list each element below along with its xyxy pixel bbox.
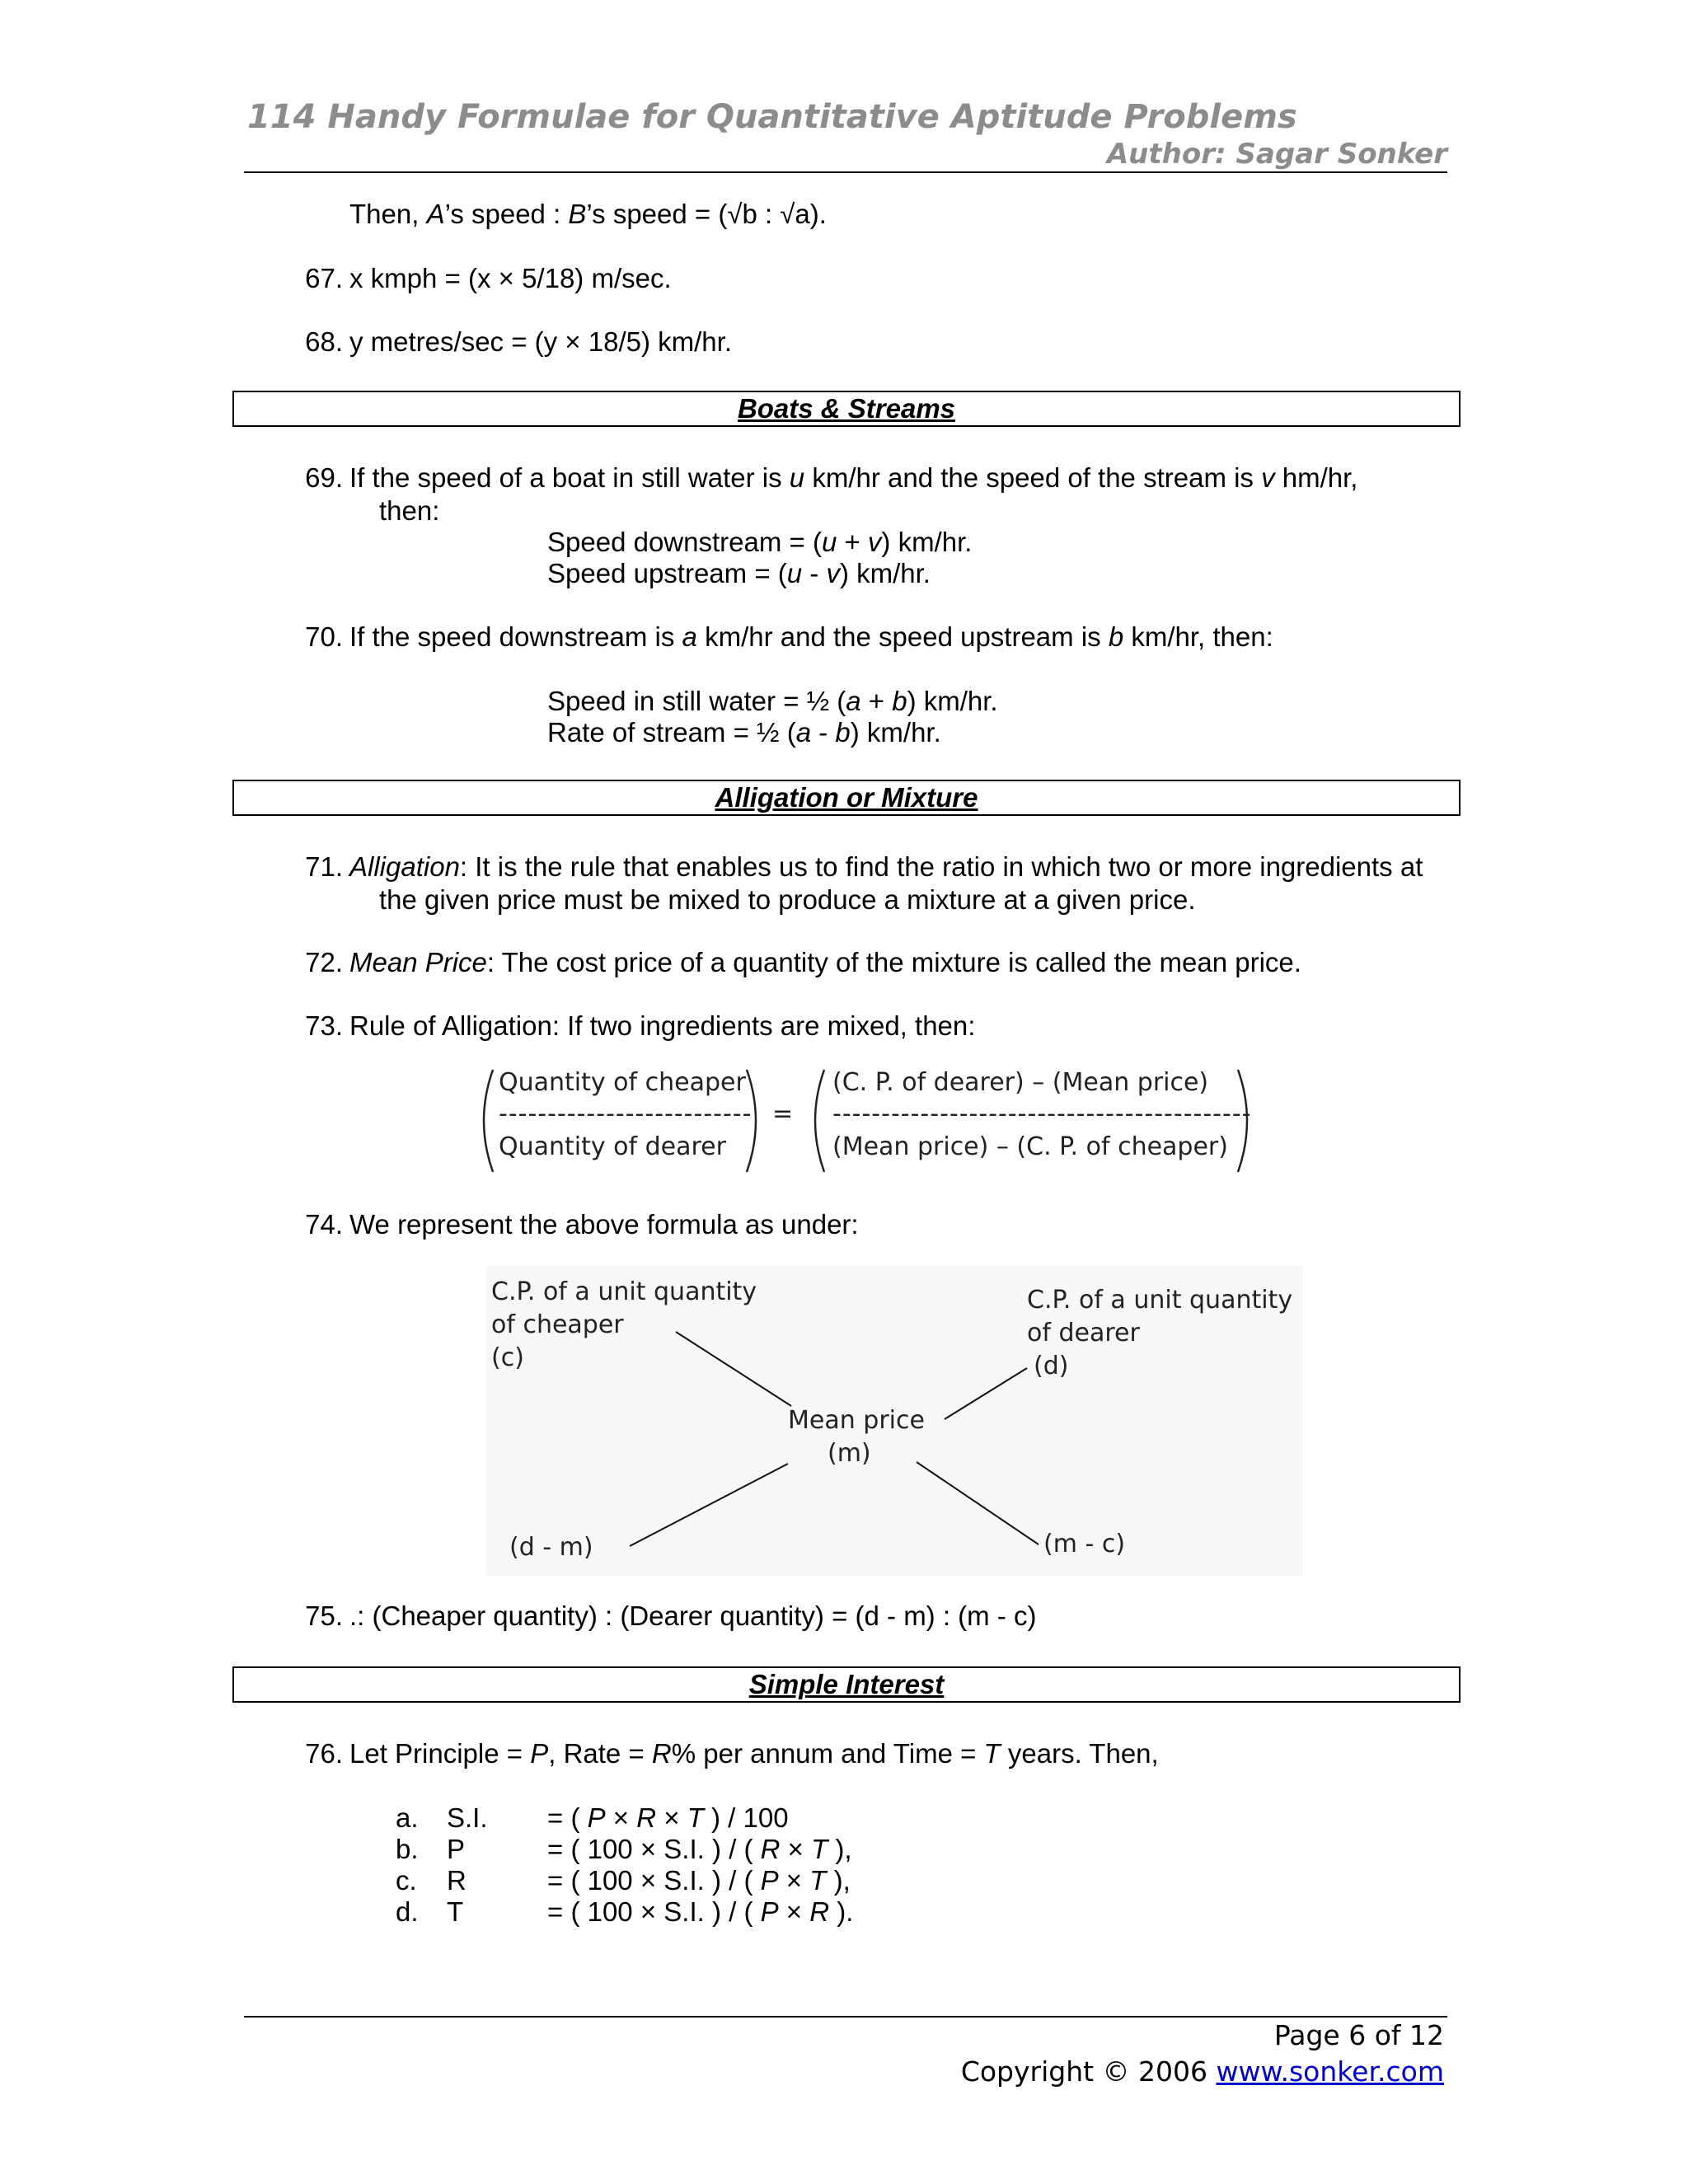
- item-number: 69.: [305, 462, 343, 493]
- formula-70-text: If the speed downstream is a km/hr and the speed upstream is b km/hr, then:: [349, 621, 1273, 652]
- copyright: [961, 2055, 1444, 2088]
- formula-76-text: Let Principle = P, Rate = R% per annum and Time = T years. Then,: [349, 1738, 1159, 1769]
- label-cheaper-line1: C.P. of a unit quantity: [491, 1277, 757, 1306]
- section-title-simple-interest: Simple Interest: [748, 1669, 945, 1699]
- header-rule: [244, 171, 1447, 173]
- formula-rhs-top: (C. P. of dearer) – (Mean price): [832, 1068, 1209, 1097]
- item-number: 72.: [305, 947, 343, 977]
- speed-still-water: Speed in still water = ½ (a + b) km/hr.: [547, 686, 998, 716]
- label-mean-value: (m): [828, 1439, 871, 1468]
- section-title-alligation: Alligation or Mixture: [715, 782, 978, 813]
- footer-rule: [244, 2016, 1447, 2018]
- section-header-simple-interest: [232, 1666, 1461, 1703]
- formula-69-text: If the speed of a boat in still water is u km/hr and the speed of the stream is v hm/hr,: [349, 462, 1358, 493]
- item-number: 75.: [305, 1601, 343, 1631]
- section-title-boats: Boats & Streams: [737, 393, 956, 424]
- speed-ratio-mid: ’s speed :: [444, 199, 569, 229]
- item-number: 71.: [305, 851, 343, 882]
- speed-upstream: Speed upstream = (u - v) km/hr.: [547, 558, 931, 588]
- speed-ratio-suffix: ’s speed = (√b : √a).: [586, 199, 827, 229]
- formula-rhs-divider: -------------------------------------------: [832, 1099, 1252, 1128]
- line-dearer-to-mean: [945, 1368, 1027, 1419]
- label-dearer-value: (d): [1034, 1352, 1069, 1380]
- label-dearer-line2: of dearer: [1027, 1319, 1140, 1347]
- item-number: 68.: [305, 326, 343, 357]
- item-number: 74.: [305, 1209, 343, 1240]
- rate-of-stream: Rate of stream = ½ (a - b) km/hr.: [547, 717, 941, 748]
- speed-ratio-prefix: Then,: [349, 199, 427, 229]
- formula-69-continuation: then:: [379, 495, 440, 526]
- formula-73-text: Rule of Alligation: If two ingredients are mixed, then:: [349, 1010, 976, 1041]
- label-m-minus-c: (m - c): [1043, 1530, 1126, 1558]
- item-number: 67.: [305, 263, 343, 293]
- speed-ratio-line: [349, 198, 827, 231]
- formula-67-text: x kmph = (x × 5/18) m/sec.: [349, 263, 672, 293]
- section-header-boats: [232, 391, 1461, 427]
- speed-downstream: Speed downstream = (u + v) km/hr.: [547, 527, 973, 557]
- item-number: 70.: [305, 621, 343, 652]
- line-mean-to-dm: [630, 1464, 788, 1546]
- formula-lhs-bottom: Quantity of dearer: [499, 1132, 726, 1161]
- label-cheaper-line2: of cheaper: [491, 1310, 624, 1339]
- item-number: 76.: [305, 1738, 343, 1769]
- label-dearer-line1: C.P. of a unit quantity: [1027, 1286, 1293, 1315]
- line-mean-to-mc: [917, 1462, 1039, 1544]
- page-number: Page 6 of 12: [1273, 2019, 1444, 2051]
- speed-ratio-a: A: [426, 199, 445, 229]
- alligation-diagram: [486, 1266, 1302, 1576]
- formula-lhs-divider: --------------------------: [499, 1099, 753, 1128]
- simple-interest-list: a. S.I. = ( P × R × T ) / 100 b. P = ( 100 × S.I. ) / ( R × T ), c. R = ( 100 × S.I. ) / ( P × T ), d. T = ( 100 × S.I. ) / ( P × R ).: [396, 1802, 854, 1927]
- label-cheaper-value: (c): [491, 1343, 524, 1372]
- formula-74-text: We represent the above formula as under:: [349, 1209, 859, 1240]
- left-paren-rhs: [815, 1070, 824, 1172]
- formula-72-text: Mean Price: The cost price of a quantity of the mixture is called the mean price.: [349, 947, 1301, 977]
- section-header-alligation: [232, 780, 1461, 816]
- document-title: 114 Handy Formulae for Quantitative Aptitude Problems: [247, 98, 1297, 136]
- formula-68-text: y metres/sec = (y × 18/5) km/hr.: [349, 326, 732, 357]
- formula-71-text: Alligation: It is the rule that enables us to find the ratio in which two or more ingredients at: [349, 851, 1423, 882]
- formula-71-continuation: the given price must be mixed to produce a mixture at a given price.: [379, 884, 1196, 915]
- formula-rhs-bottom: (Mean price) – (C. P. of cheaper): [832, 1132, 1228, 1161]
- formula-equals: =: [772, 1099, 794, 1128]
- document-author: Author: Sagar Sonker: [1106, 138, 1447, 171]
- item-number: 73.: [305, 1010, 343, 1041]
- formula-lhs-top: Quantity of cheaper: [499, 1068, 746, 1097]
- label-mean-price: Mean price: [788, 1406, 925, 1435]
- formula-75-text: .: (Cheaper quantity) : (Dearer quantity) = (d - m) : (m - c): [349, 1601, 1037, 1631]
- copyright-text: Copyright © 2006: [960, 2055, 1217, 2088]
- left-paren-lhs: [484, 1070, 493, 1172]
- website-link[interactable]: www.sonker.com: [1216, 2055, 1444, 2088]
- label-d-minus-m: (d - m): [509, 1533, 593, 1562]
- speed-ratio-b: B: [568, 199, 587, 229]
- line-cheaper-to-mean: [676, 1332, 791, 1406]
